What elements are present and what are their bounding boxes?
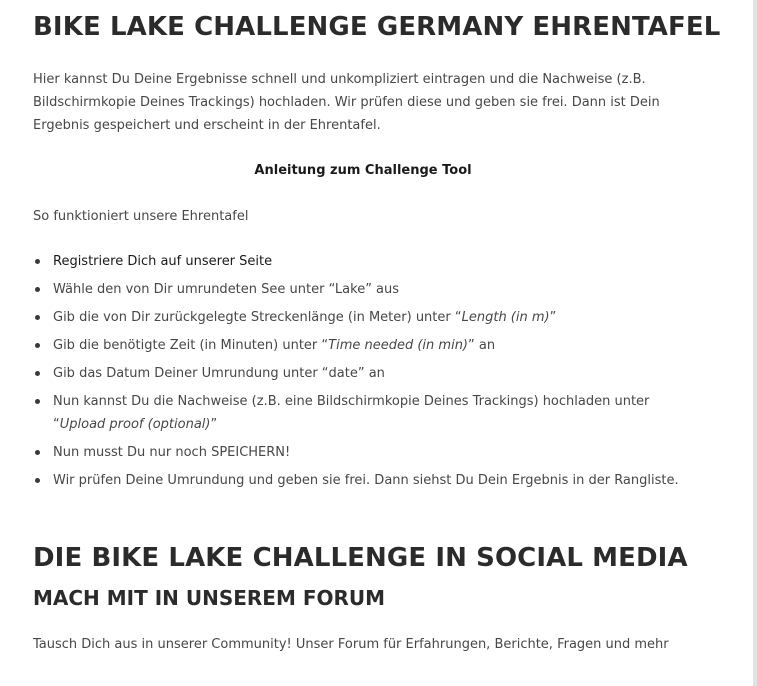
step-emphasis: Length (in m) xyxy=(461,310,550,325)
list-item xyxy=(33,469,693,492)
list-item xyxy=(33,390,693,436)
step-emphasis: Upload proof (optional) xyxy=(59,417,211,432)
how-it-works-text: So funktioniert unsere Ehrentafel xyxy=(33,209,249,224)
step-text: Gib die von Dir zurückgelegte Streckenlänge (in Meter) unter “ xyxy=(53,310,462,325)
step-text: Wir prüfen Deine Umrundung und geben sie frei. Dann siehst Du Dein Ergebnis in der Rangliste. xyxy=(53,473,679,488)
scrollbar[interactable] xyxy=(753,0,757,686)
step-text: ” xyxy=(210,417,218,432)
step-text: Gib die benötigte Zeit (in Minuten) unter “ xyxy=(53,338,329,353)
step-text: Wähle den von Dir umrundeten See unter “Lake” aus xyxy=(53,282,400,297)
steps-list xyxy=(33,250,693,497)
social-media-heading: DIE BIKE LAKE CHALLENGE IN SOCIAL MEDIA xyxy=(33,543,688,573)
step-text: Gib das Datum Deiner Umrundung unter “date” an xyxy=(53,366,385,381)
step-emphasis: Time needed (in min) xyxy=(328,338,468,353)
list-item xyxy=(33,362,693,385)
list-item xyxy=(33,250,693,273)
step-text: ” xyxy=(549,310,557,325)
anleitung-link[interactable]: Anleitung zum Challenge Tool xyxy=(254,163,472,178)
list-item xyxy=(33,278,693,301)
intro-paragraph: Hier kannst Du Deine Ergebnisse schnell und unkompliziert eintragen und die Nachweise (z.B. Bildschirmkopie Deines Trackings) hochladen. Wir prüfen diese und geben sie frei. Dann ist Dein Ergebnis gespeichert und erscheint in der Ehrentafel. xyxy=(33,72,660,133)
page-title: BIKE LAKE CHALLENGE GERMANY EHRENTAFEL xyxy=(33,12,721,42)
step-text: ” an xyxy=(468,338,496,353)
forum-heading: MACH MIT IN UNSEREM FORUM xyxy=(33,586,386,610)
forum-paragraph: Tausch Dich aus in unserer Community! Unser Forum für Erfahrungen, Berichte, Fragen und mehr xyxy=(33,637,669,652)
step-text: Nun musst Du nur noch SPEICHERN! xyxy=(53,445,291,460)
list-item xyxy=(33,306,693,329)
step-text: Nun kannst Du die Nachweise (z.B. eine Bildschirmkopie Deines Trackings) hochladen unter “ xyxy=(53,394,650,432)
list-item xyxy=(33,334,693,357)
list-item xyxy=(33,441,693,464)
step-text[interactable]: Registriere Dich auf unserer Seite xyxy=(53,254,273,269)
